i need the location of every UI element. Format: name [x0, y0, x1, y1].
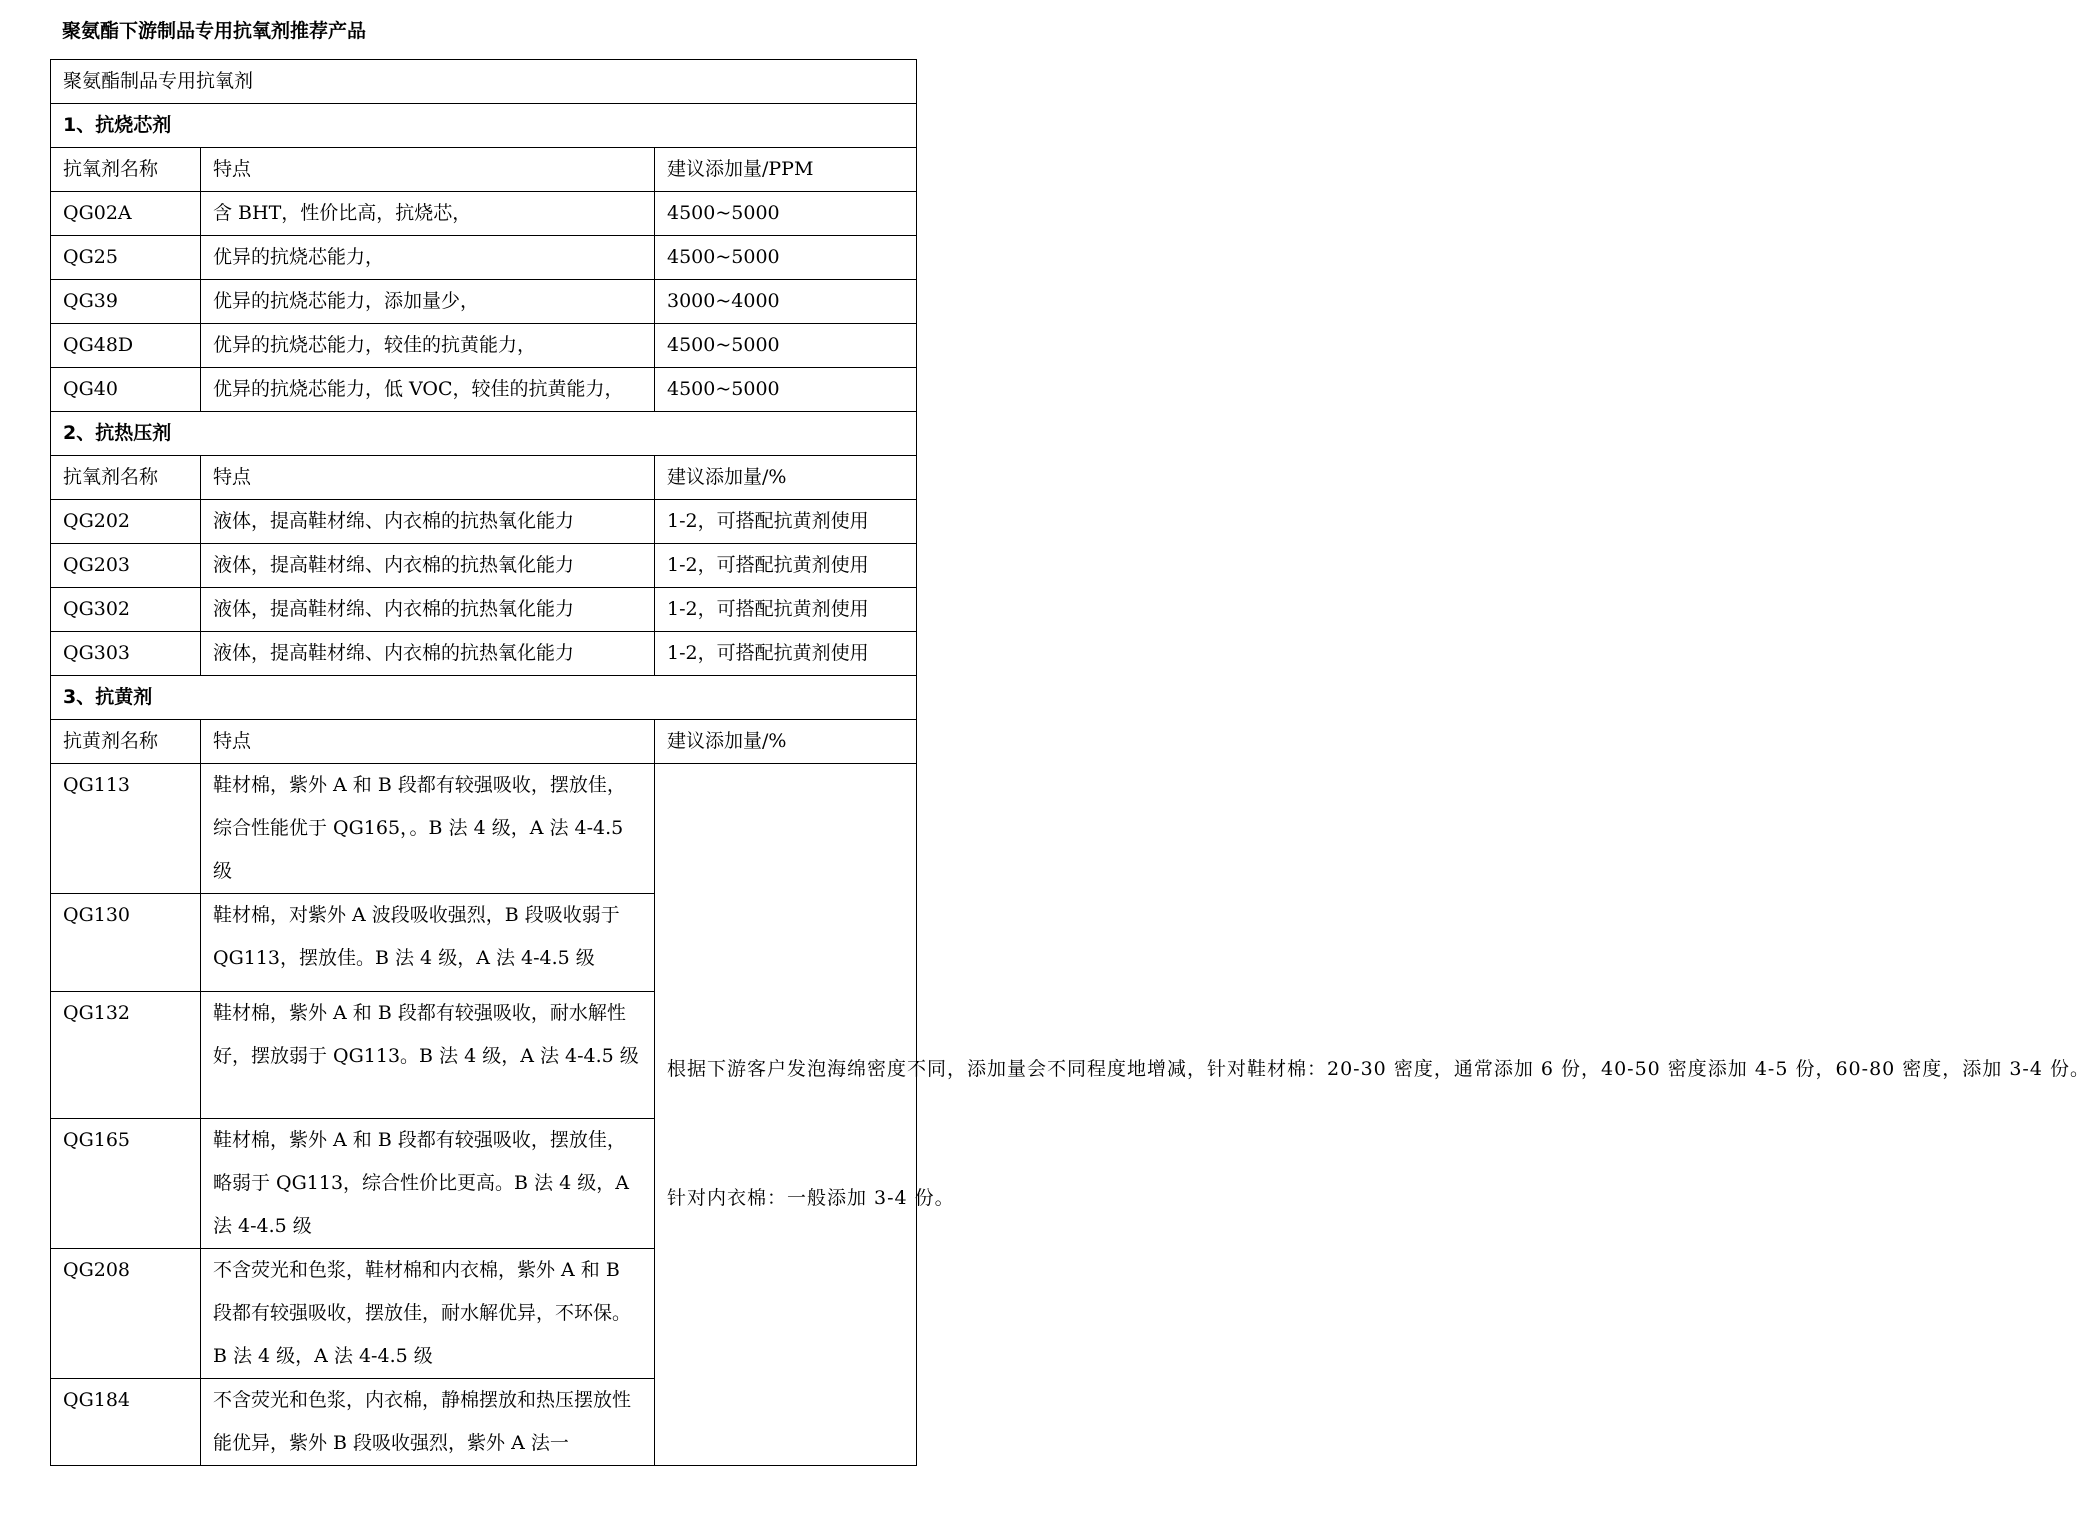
product-feature: 不含荧光和色浆，鞋材棉和内衣棉，紫外 A 和 B 段都有较强吸收，摆放佳，耐水解优异，不环保。B 法 4 级，A 法 4-4.5 级 [201, 1249, 655, 1379]
column-header-dosage: 建议添加量/% [655, 720, 917, 764]
table-row [51, 280, 917, 324]
product-feature: 含 BHT，性价比高，抗烧芯， [201, 192, 655, 236]
table-caption: 聚氨酯制品专用抗氧剂 [51, 60, 917, 104]
product-name: QG303 [51, 632, 201, 676]
product-name: QG48D [51, 324, 201, 368]
table-row [51, 192, 917, 236]
section-heading-row [51, 676, 917, 720]
product-name: QG184 [51, 1379, 201, 1466]
column-header-name: 抗氧剂名称 [51, 456, 201, 500]
column-header-row [51, 148, 917, 192]
table-row [51, 764, 917, 894]
product-name: QG113 [51, 764, 201, 894]
table-row [51, 236, 917, 280]
dosage-note-shoe-foam: 根据下游客户发泡海绵密度不同，添加量会不同程度地增减，针对鞋材棉：20-30 密度，通常添加 6 份，40-50 密度添加 4-5 份，60-80 密度，添加 3-4 份。 [667, 1057, 2090, 1080]
dosage-note-cell [655, 764, 2090, 1466]
product-feature: 鞋材棉，紫外 A 和 B 段都有较强吸收，耐水解性好，摆放弱于 QG113。B 法 4 级，A 法 4-4.5 级 [201, 992, 655, 1119]
page-title: 聚氨酯下游制品专用抗氧剂推荐产品 [62, 20, 367, 42]
dosage-note-underwear-foam: 针对内衣棉：一般添加 3-4 份。 [667, 1186, 955, 1209]
section-heading: 1、抗烧芯剂 [51, 104, 917, 148]
table-row [51, 500, 917, 544]
product-feature: 液体，提高鞋材绵、内衣棉的抗热氧化能力 [201, 632, 655, 676]
table-row [51, 588, 917, 632]
column-header-row [51, 720, 917, 764]
product-feature: 液体，提高鞋材绵、内衣棉的抗热氧化能力 [201, 588, 655, 632]
column-header-feature: 特点 [201, 456, 655, 500]
column-header-dosage: 建议添加量/PPM [655, 148, 917, 192]
product-dosage: 4500~5000 [655, 236, 917, 280]
product-feature: 鞋材棉，紫外 A 和 B 段都有较强吸收，摆放佳，略弱于 QG113，综合性价比更高。B 法 4 级，A 法 4-4.5 级 [201, 1119, 655, 1249]
product-name: QG202 [51, 500, 201, 544]
product-feature: 鞋材棉，对紫外 A 波段吸收强烈，B 段吸收弱于 QG113，摆放佳。B 法 4 级，A 法 4-4.5 级 [201, 894, 655, 992]
product-name: QG132 [51, 992, 201, 1119]
product-feature: 鞋材棉，紫外 A 和 B 段都有较强吸收，摆放佳，综合性能优于 QG165，。B 法 4 级，A 法 4-4.5 级 [201, 764, 655, 894]
product-feature: 优异的抗烧芯能力，添加量少， [201, 280, 655, 324]
section-heading: 3、抗黄剂 [51, 676, 917, 720]
product-name: QG203 [51, 544, 201, 588]
product-feature: 不含荧光和色浆，内衣棉，静棉摆放和热压摆放性能优异，紫外 B 段吸收强烈，紫外 A 法一 [201, 1379, 655, 1466]
spacer [667, 1091, 906, 1177]
section-heading: 2、抗热压剂 [51, 412, 917, 456]
product-feature: 优异的抗烧芯能力，较佳的抗黄能力， [201, 324, 655, 368]
product-dosage: 3000~4000 [655, 280, 917, 324]
table-row [51, 368, 917, 412]
product-feature: 液体，提高鞋材绵、内衣棉的抗热氧化能力 [201, 500, 655, 544]
product-dosage: 4500~5000 [655, 192, 917, 236]
table-row [51, 544, 917, 588]
table-row [51, 324, 917, 368]
column-header-feature: 特点 [201, 720, 655, 764]
antioxidant-table [50, 59, 2090, 1466]
product-dosage: 1-2，可搭配抗黄剂使用 [655, 544, 917, 588]
product-name: QG39 [51, 280, 201, 324]
product-name: QG02A [51, 192, 201, 236]
section-heading-row [51, 412, 917, 456]
product-dosage: 1-2，可搭配抗黄剂使用 [655, 588, 917, 632]
product-feature: 液体，提高鞋材绵、内衣棉的抗热氧化能力 [201, 544, 655, 588]
table-caption-row [51, 60, 917, 104]
product-name: QG130 [51, 894, 201, 992]
product-name: QG208 [51, 1249, 201, 1379]
product-dosage: 4500~5000 [655, 368, 917, 412]
product-name: QG25 [51, 236, 201, 280]
product-dosage: 4500~5000 [655, 324, 917, 368]
product-dosage: 1-2，可搭配抗黄剂使用 [655, 632, 917, 676]
column-header-name: 抗黄剂名称 [51, 720, 201, 764]
column-header-name: 抗氧剂名称 [51, 148, 201, 192]
product-dosage: 1-2，可搭配抗黄剂使用 [655, 500, 917, 544]
column-header-row [51, 456, 917, 500]
table-row [51, 632, 917, 676]
product-feature: 优异的抗烧芯能力，低 VOC，较佳的抗黄能力， [201, 368, 655, 412]
product-name: QG40 [51, 368, 201, 412]
product-feature: 优异的抗烧芯能力， [201, 236, 655, 280]
product-name: QG165 [51, 1119, 201, 1249]
section-heading-row [51, 104, 917, 148]
column-header-dosage: 建议添加量/% [655, 456, 917, 500]
column-header-feature: 特点 [201, 148, 655, 192]
spacer [667, 1010, 906, 1048]
product-name: QG302 [51, 588, 201, 632]
